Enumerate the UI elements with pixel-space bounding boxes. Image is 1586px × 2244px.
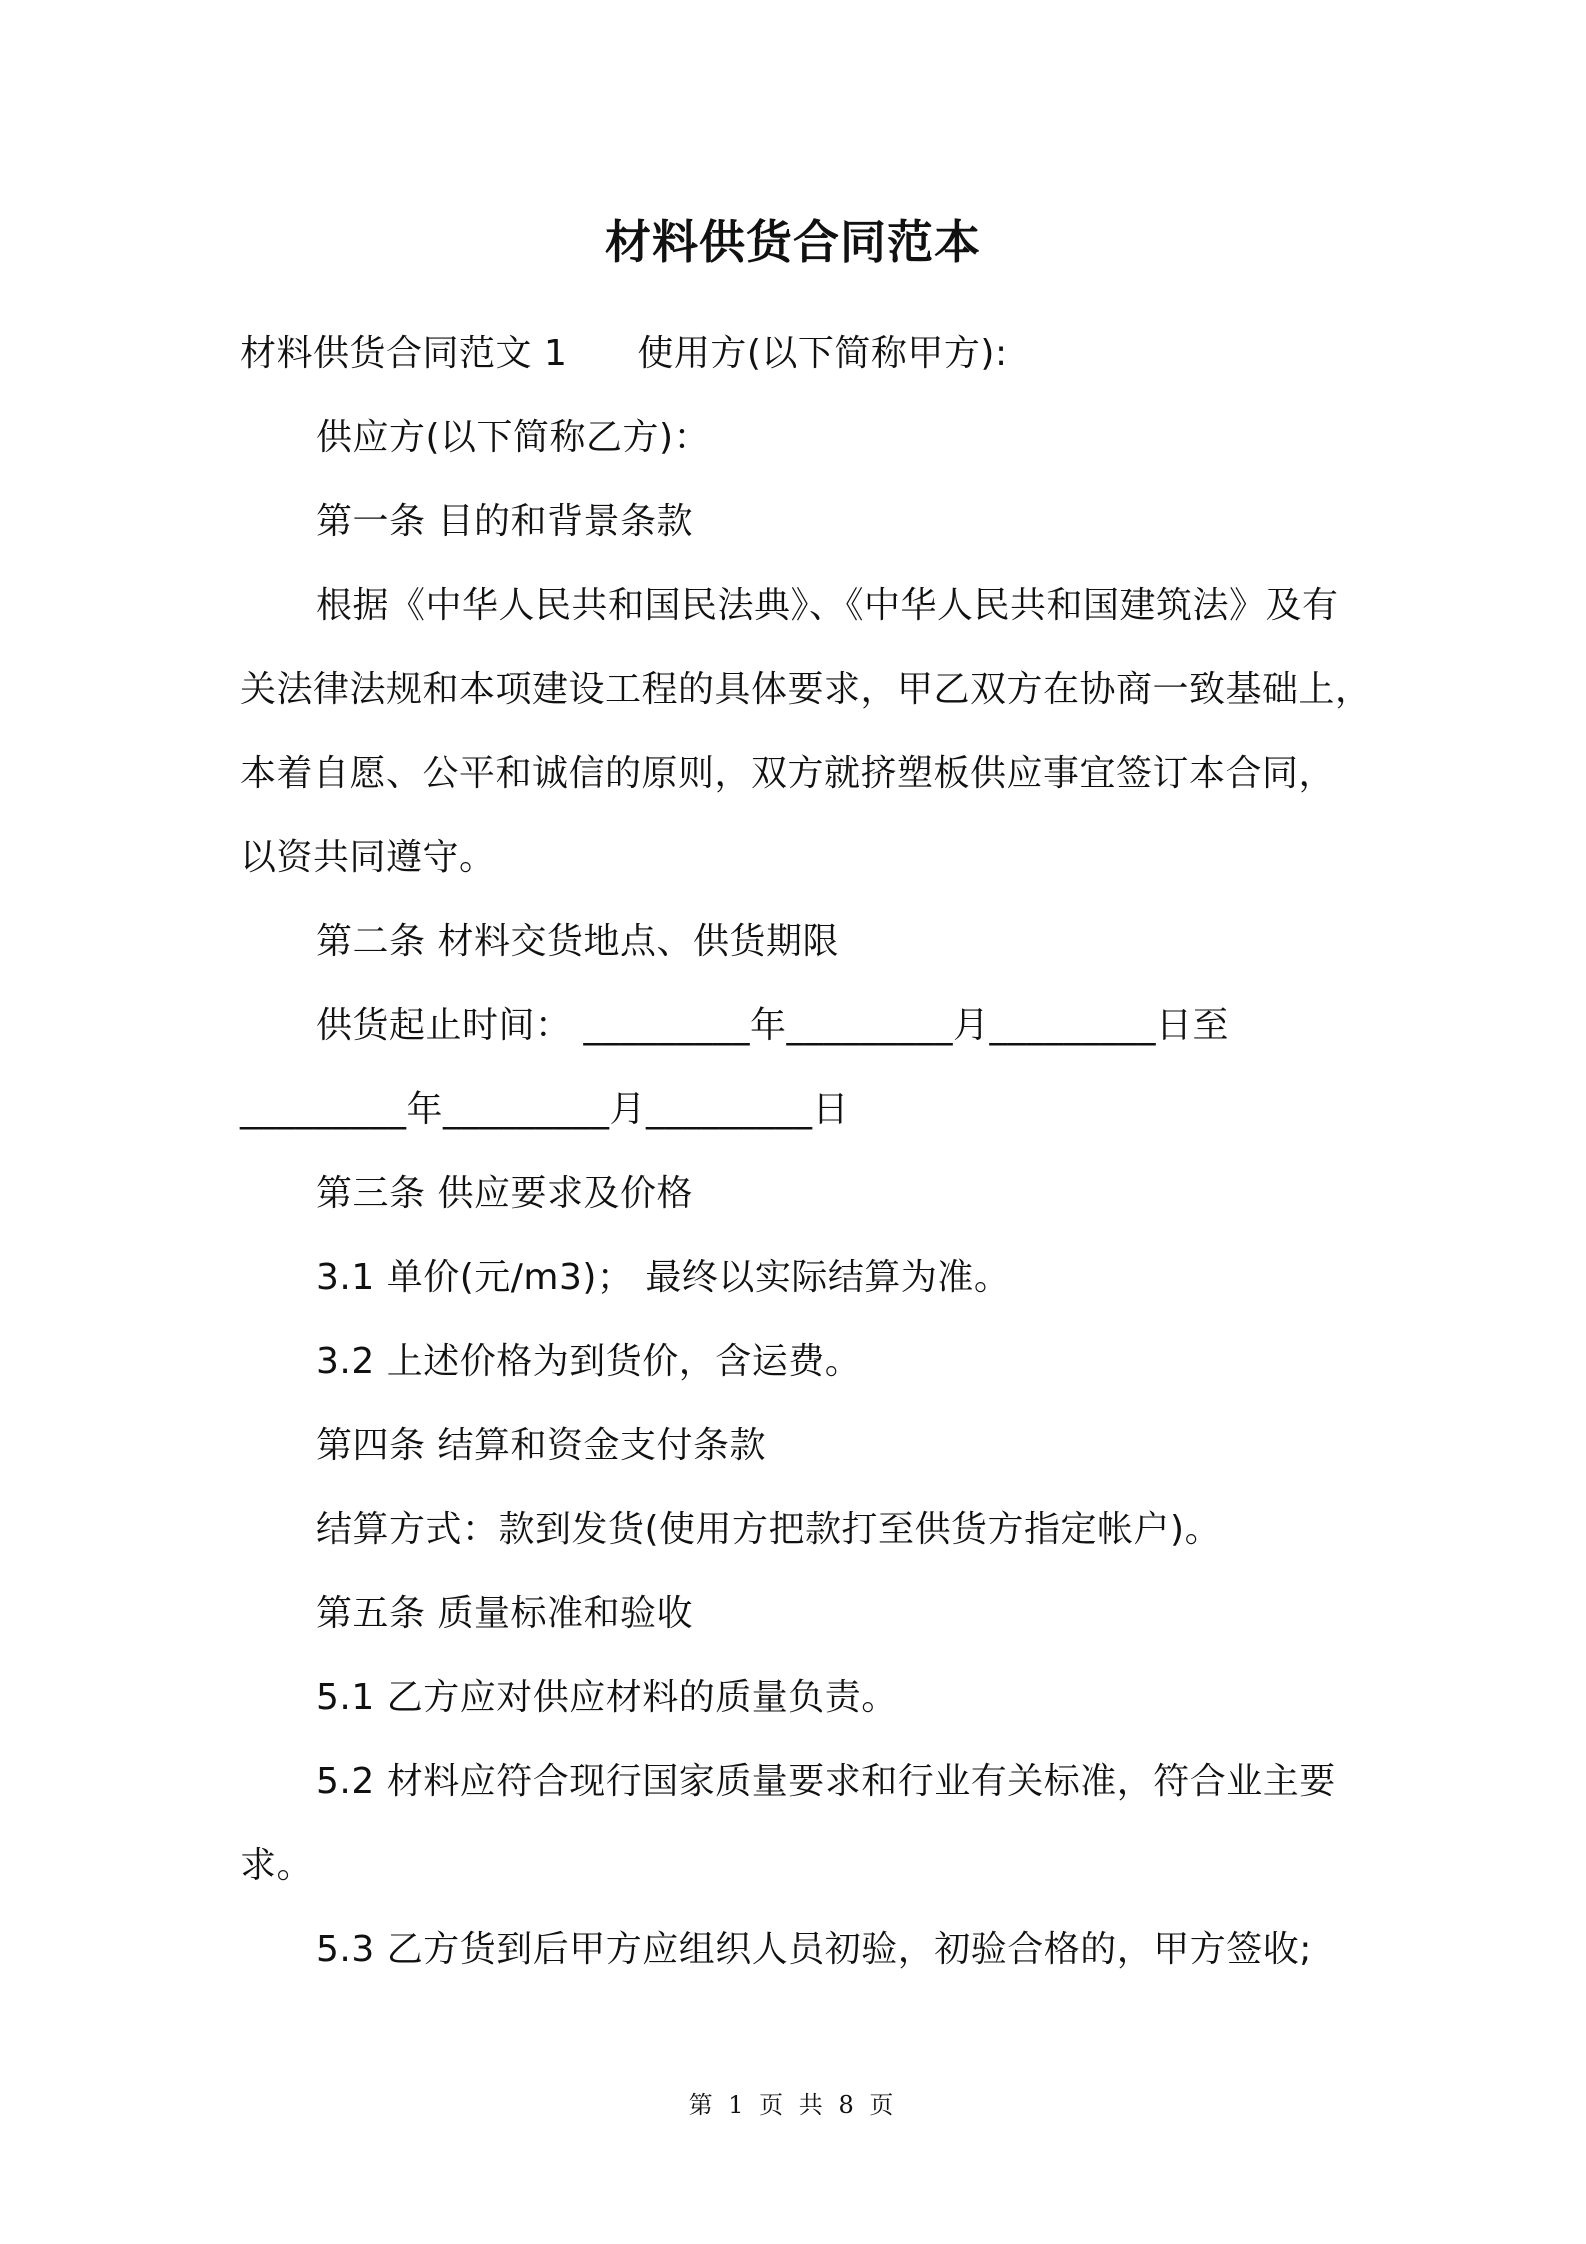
clause-5-2: 5.2 材料应符合现行国家质量要求和行业有关标准，符合业主要	[316, 1761, 1336, 1802]
article-1-heading: 第一条 目的和背景条款	[316, 501, 693, 542]
document-title: 材料供货合同范本	[605, 215, 981, 269]
article-2-heading: 第二条 材料交货地点、供货期限	[316, 921, 839, 962]
article-3-heading: 第三条 供应要求及价格	[316, 1173, 693, 1214]
paragraph-line: 以资共同遵守。	[240, 837, 496, 878]
contract-subtitle: 材料供货合同范文 1	[240, 333, 568, 374]
page-number-footer: 第 1 页 共 8 页	[688, 2091, 898, 2119]
paragraph-line: 本着自愿、公平和诚信的原则，双方就挤塑板供应事宜签订本合同，	[240, 753, 1336, 794]
party-b-label: 供应方(以下简称乙方)：	[316, 417, 711, 458]
supply-period-line: _________年_________月_________日	[240, 1089, 849, 1130]
paragraph-line: 关法律法规和本项建设工程的具体要求，甲乙双方在协商一致基础上，	[240, 669, 1372, 710]
clause-3-2: 3.2 上述价格为到货价，含运费。	[316, 1341, 862, 1382]
supply-period-line: 供货起止时间： _________年_________月_________日至	[316, 1005, 1229, 1046]
settlement-method: 结算方式：款到发货(使用方把款打至供货方指定帐户)。	[316, 1509, 1222, 1550]
party-a-label: 使用方(以下简称甲方):	[637, 333, 1008, 374]
contract-heading-line	[240, 330, 1360, 378]
article-4-heading: 第四条 结算和资金支付条款	[316, 1425, 766, 1466]
clause-5-3: 5.3 乙方货到后甲方应组织人员初验，初验合格的，甲方签收;	[316, 1929, 1312, 1970]
paragraph-line: 根据《中华人民共和国民法典》、《中华人民共和国建筑法》及有	[316, 585, 1339, 626]
clause-5-1: 5.1 乙方应对供应材料的质量负责。	[316, 1677, 898, 1718]
clause-5-2-continued: 求。	[240, 1845, 314, 1886]
article-5-heading: 第五条 质量标准和验收	[316, 1593, 693, 1634]
clause-3-1: 3.1 单价(元/m3)； 最终以实际结算为准。	[316, 1257, 1011, 1298]
